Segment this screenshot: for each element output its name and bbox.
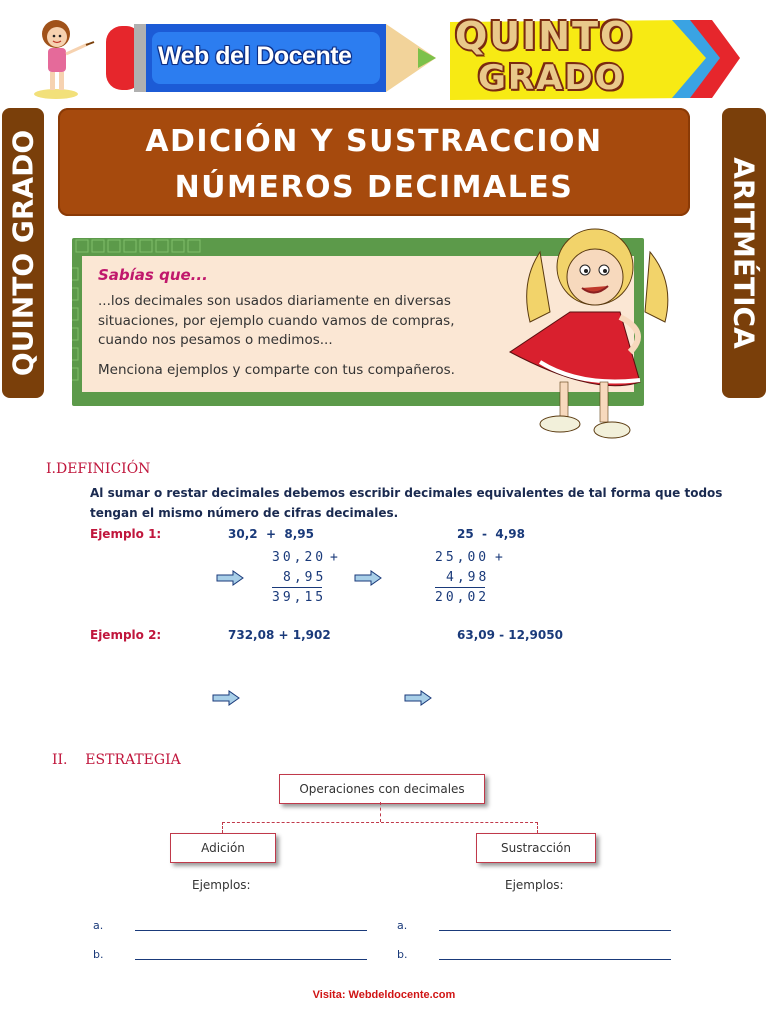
- left-item-a-label: a.: [93, 919, 104, 932]
- connector-right: [537, 822, 538, 833]
- calc-b-row-2: 4,98: [446, 570, 490, 585]
- arrow-right-icon: [212, 690, 240, 706]
- title-line-2: NÚMEROS DECIMALES: [174, 170, 574, 205]
- calc-a-operator: +: [330, 550, 341, 565]
- board-heading: Sabías que...: [98, 266, 208, 284]
- calc-a-rule: [272, 587, 322, 588]
- example-1-label: Ejemplo 1:: [90, 527, 162, 541]
- example-2-expression-b: 63,09 - 12,9050: [457, 628, 563, 642]
- arrow-right-icon: [354, 570, 382, 586]
- addition-examples-label: Ejemplos:: [192, 878, 251, 892]
- calc-b-operator: +: [495, 550, 506, 565]
- arrow-right-icon: [216, 570, 244, 586]
- calc-b-row-1: 25,00: [435, 550, 490, 565]
- board-line-1: ...los decimales son usados diariamente en diversas: [98, 293, 451, 309]
- side-label-right: ARITMÉTICA: [727, 157, 761, 349]
- right-item-a-line: [439, 930, 671, 931]
- grade-word-2: GRADO: [478, 58, 626, 98]
- calc-b-result: 20,02: [435, 590, 490, 605]
- board-line-3: cuando nos pesamos o medimos...: [98, 332, 333, 348]
- left-item-b-label: b.: [93, 948, 104, 961]
- operations-box: Operaciones con decimales: [279, 774, 485, 804]
- example-1-expression-a: 30,2 + 8,95: [228, 527, 314, 541]
- title-line-1: ADICIÓN Y SUSTRACCION: [145, 124, 603, 159]
- connector-main: [380, 802, 381, 822]
- grade-word-1: QUINTO: [455, 14, 635, 58]
- calc-a-result: 39,15: [272, 590, 327, 605]
- right-item-b-line: [439, 959, 671, 960]
- calc-a-row-1: 30,20: [272, 550, 327, 565]
- definition-heading: I.DEFINICIÓN: [46, 461, 151, 477]
- side-label-left: QUINTO GRADO: [6, 129, 40, 377]
- example-2-expression-a: 732,08 + 1,902: [228, 628, 331, 642]
- teacher-illustration: [26, 14, 96, 100]
- left-item-b-line: [135, 959, 367, 960]
- example-1-expression-b: 25 - 4,98: [457, 527, 525, 541]
- arrow-right-icon: [404, 690, 432, 706]
- addition-box: Adición: [170, 833, 276, 863]
- definition-text: Al sumar o restar decimales debemos escribir decimales equivalentes de tal forma que todos tengan el mismo número de cifras decimales.: [90, 486, 723, 520]
- brand-logo-text: Web del Docente: [158, 42, 352, 70]
- board-line-2: situaciones, por ejemplo cuando vamos de compras,: [98, 313, 455, 329]
- subtraction-examples-label: Ejemplos:: [505, 878, 564, 892]
- strategy-heading: II. ESTRATEGIA: [52, 752, 181, 768]
- calc-b-rule: [435, 587, 485, 588]
- connector-horizontal: [222, 822, 538, 823]
- left-item-a-line: [135, 930, 367, 931]
- right-item-b-label: b.: [397, 948, 408, 961]
- right-item-a-label: a.: [397, 919, 408, 932]
- example-2-label: Ejemplo 2:: [90, 628, 162, 642]
- subtraction-box: Sustracción: [476, 833, 596, 863]
- girl-illustration: [500, 222, 700, 448]
- connector-left: [222, 822, 223, 833]
- calc-a-row-2: 8,95: [283, 570, 327, 585]
- footer-link[interactable]: Visita: Webdeldocente.com: [312, 989, 456, 1001]
- board-line-4: Menciona ejemplos y comparte con tus compañeros.: [98, 362, 455, 378]
